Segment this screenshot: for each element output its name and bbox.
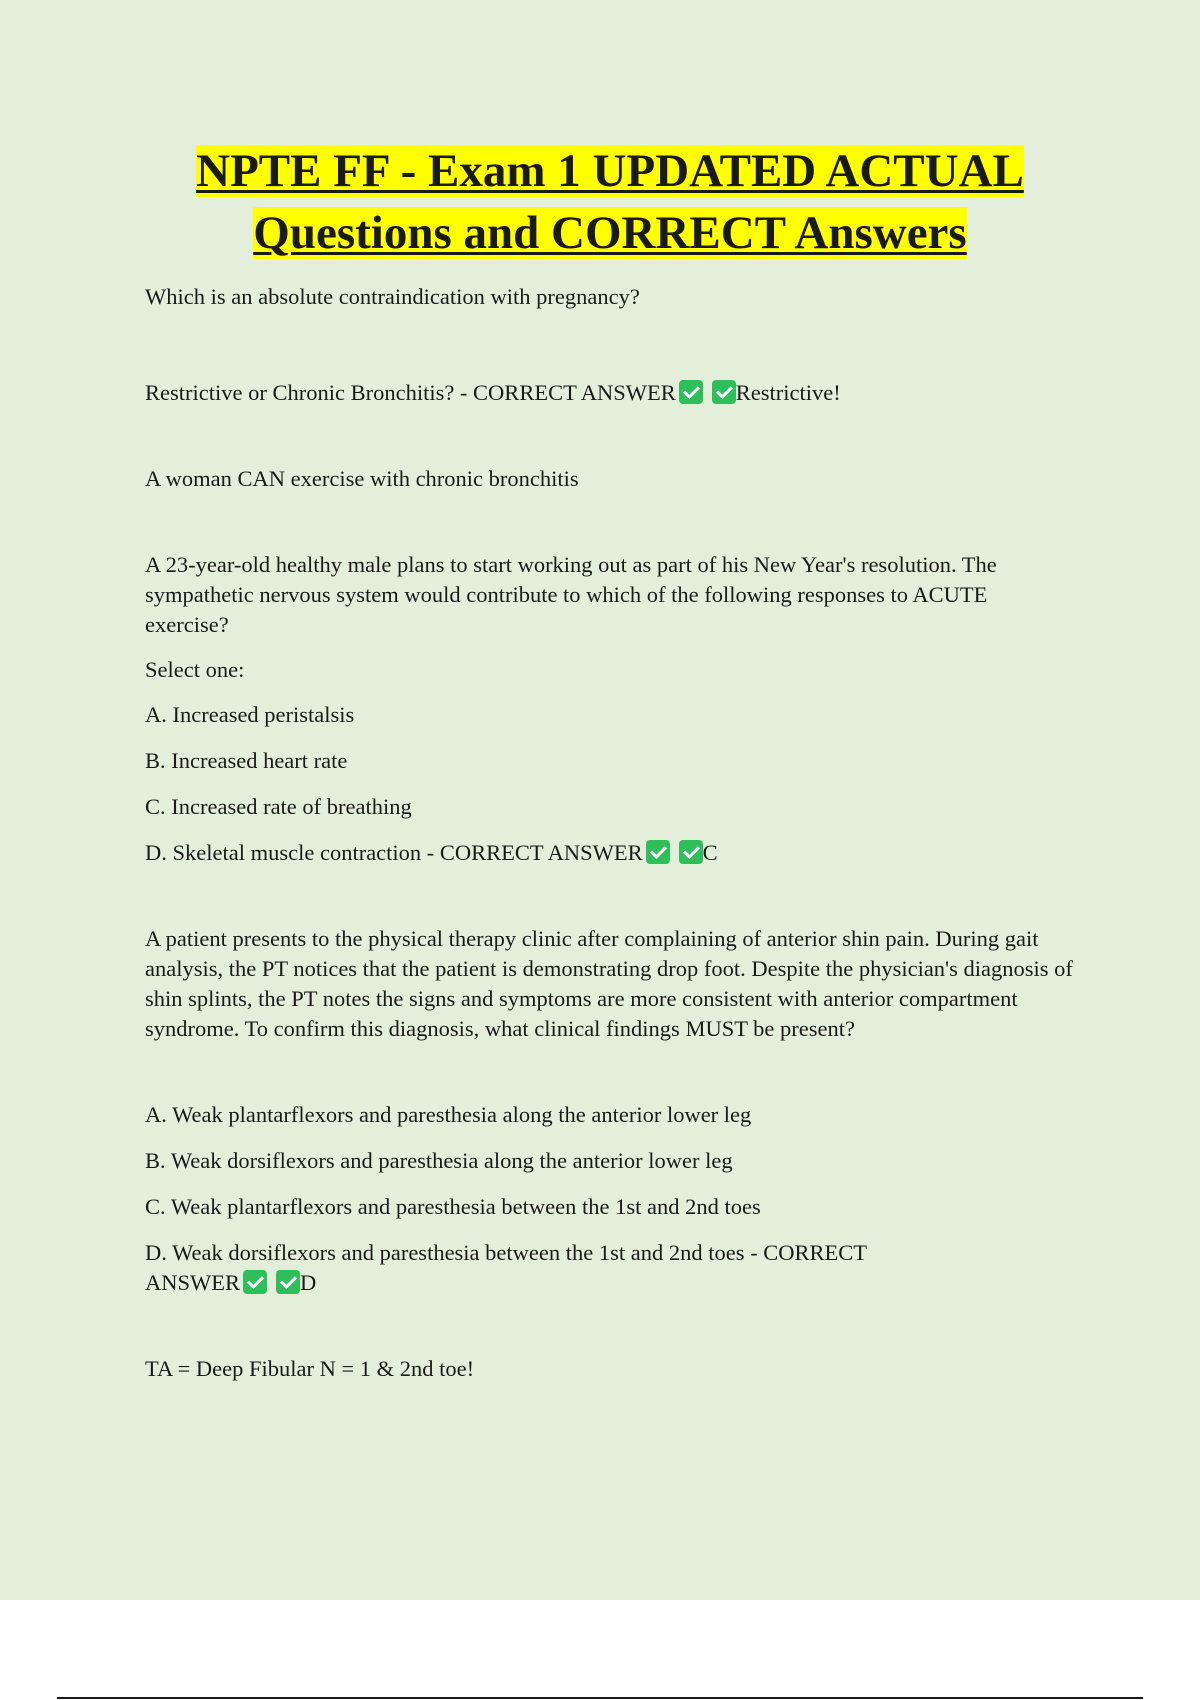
- check-box-icon: [646, 840, 670, 864]
- document-title: [145, 140, 1075, 264]
- check-box-icon: [243, 1270, 267, 1294]
- q1-answer: Restrictive!: [735, 380, 841, 405]
- q2-option-a: A. Increased peristalsis: [145, 702, 355, 727]
- title-line-2: Questions and CORRECT Answers: [253, 207, 967, 259]
- q2-answer: C: [702, 840, 718, 865]
- q1-answer-line: [145, 378, 1075, 408]
- q3-option-d: [145, 1238, 945, 1298]
- q3-option-d-text: D. Weak dorsiflexors and paresthesia between the 1st and 2nd toes - CORRECT ANSWER: [145, 1240, 867, 1295]
- title-line-1: NPTE FF - Exam 1 UPDATED ACTUAL: [196, 145, 1024, 197]
- q2-option-c: C. Increased rate of breathing: [145, 794, 412, 819]
- q3-option-a: A. Weak plantarflexors and paresthesia along the anterior lower leg: [145, 1102, 752, 1127]
- q3-option-c: C. Weak plantarflexors and paresthesia between the 1st and 2nd toes: [145, 1194, 761, 1219]
- q1-answer-prefix: Restrictive or Chronic Bronchitis? - CORRECT ANSWER: [145, 380, 676, 405]
- q2-option-d-text: D. Skeletal muscle contraction - CORRECT ANSWER: [145, 840, 643, 865]
- check-box-icon: [276, 1270, 300, 1294]
- q3-question: A patient presents to the physical therapy clinic after complaining of anterior shin pain. During gait analysis, the PT notices that the patient is demonstrating drop foot. Despite the physician's diagnosis of shin splints, the PT notes the signs and symptoms are more consistent with anterior compartment syndrome. To confirm this diagnosis, what clinical findings MUST be present?: [145, 926, 1073, 1041]
- q2-question: A 23-year-old healthy male plans to start working out as part of his New Year's resolution. The sympathetic nervous system would contribute to which of the following responses to ACUTE exercise?: [145, 552, 997, 637]
- q2-option-d: [145, 838, 1075, 868]
- q1-question: Which is an absolute contraindication with pregnancy?: [145, 284, 640, 309]
- check-box-icon: [712, 380, 736, 404]
- q3-note: TA = Deep Fibular N = 1 & 2nd toe!: [145, 1356, 475, 1381]
- document-body: [145, 140, 1075, 1384]
- q3-answer: D: [300, 1270, 317, 1295]
- check-box-icon: [679, 840, 703, 864]
- check-box-icon: [679, 380, 703, 404]
- q3-option-b: B. Weak dorsiflexors and paresthesia along the anterior lower leg: [145, 1148, 733, 1173]
- q2-option-b: B. Increased heart rate: [145, 748, 348, 773]
- footer-divider: [57, 1697, 1143, 1699]
- q2-instruction: Select one:: [145, 657, 245, 682]
- q1-note: A woman CAN exercise with chronic bronchitis: [145, 466, 579, 491]
